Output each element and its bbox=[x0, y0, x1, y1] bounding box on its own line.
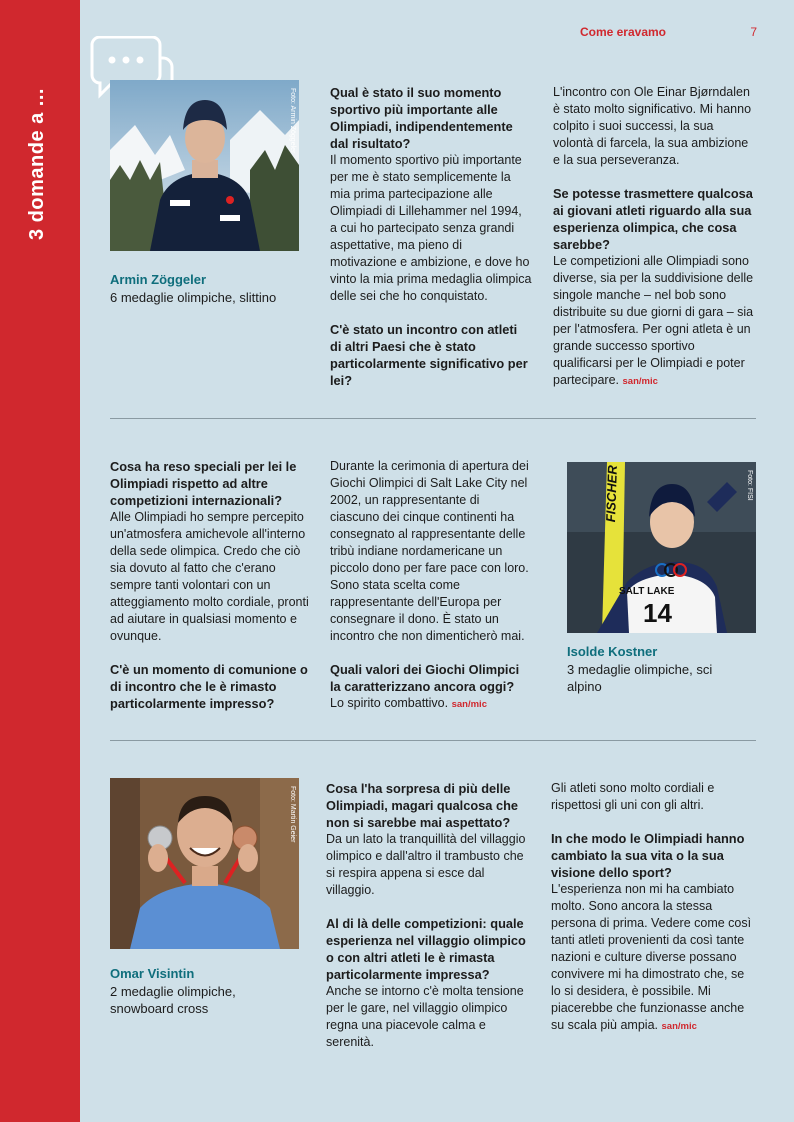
answer: Gli atleti sono molto cordiali e rispettosi gli uni con gli altri. bbox=[551, 781, 715, 812]
answer: L'incontro con Ole Einar Bjørndalen è stato molto significativo. Mi hanno colpito i suoi successi, la sua volontà di farcela, la sua ambizione e la sua perseveranza. bbox=[553, 85, 752, 167]
athlete-description: 2 medaglie olimpiche, snowboard cross bbox=[110, 984, 236, 1016]
bib-number: 14 bbox=[643, 598, 672, 628]
ski-brand: FISCHER bbox=[603, 464, 620, 523]
answer: Il momento sportivo più importante per me è stato semplicemente la mia prima partecipazione alle Olimpiadi di Lillehammer nel 1994, a cui ho partecipato senza grandi aspettative, ma pieno di motivazione e ambizione, e dove ho vinto la mia prima medaglia olimpica delle sei che ho conquistato. bbox=[330, 153, 532, 303]
photo-isolde-kostner bbox=[567, 462, 756, 633]
answer: Da un lato la tranquillità del villaggio olimpico e dall'altro il trambusto che si respira appena si esce dal villaggio. bbox=[326, 832, 526, 897]
text-column bbox=[326, 780, 533, 1051]
question: C'è un momento di comunione o di incontro che le è rimasto particolarmente impresso? bbox=[110, 662, 308, 711]
signature: san/mic bbox=[661, 1021, 697, 1032]
athlete-description: 6 medaglie olimpiche, slittino bbox=[110, 290, 277, 305]
signature: san/mic bbox=[451, 699, 487, 710]
signature: san/mic bbox=[622, 376, 658, 387]
text-column bbox=[330, 458, 532, 713]
answer: Anche se intorno c'è molta tensione per le gare, nel villaggio olimpico regna una piacevole calma e serenità. bbox=[326, 984, 524, 1049]
sidebar bbox=[0, 0, 80, 1122]
bib-text: SALT LAKE bbox=[619, 586, 675, 597]
photo-armin-zoggeler bbox=[110, 80, 299, 251]
text-column bbox=[110, 458, 310, 712]
text-column bbox=[551, 780, 757, 1035]
section-title: Come eravamo bbox=[579, 25, 666, 39]
page-number: 7 bbox=[750, 25, 757, 39]
question: Se potesse trasmettere qualcosa ai giovani atleti riguardo alla sua esperienza olimpica, che cosa sarebbe? bbox=[553, 186, 753, 252]
photo-credit: Foto: Armin Zöggeler bbox=[289, 88, 296, 154]
athlete-name: Isolde Kostner bbox=[567, 644, 658, 659]
question: Cosa l'ha sorpresa di più delle Olimpiadi, magari qualcosa che non si sarebbe mai aspettato? bbox=[326, 781, 519, 830]
text-column bbox=[330, 84, 532, 389]
sidebar-title: 3 domande a ... bbox=[26, 88, 48, 240]
question: Cosa ha reso speciali per lei le Olimpiadi rispetto ad altre competizioni internazionali? bbox=[110, 459, 297, 508]
athlete-description: 3 medaglie olimpiche, sci alpino bbox=[567, 662, 713, 694]
divider bbox=[110, 740, 756, 741]
answer: L'esperienza non mi ha cambiato molto. Sono ancora la stessa persona di prima. Vedere come così tanti atleti provenienti da così tante nazioni e culture diverse possano convivere mi ha dimostrato che, se lo si desidera, è possibile. Mi piacerebbe che funzionasse anche su scala più ampia. san/mic bbox=[551, 882, 752, 1032]
answer: Alle Olimpiadi ho sempre percepito un'atmosfera amichevole all'interno della sede olimpica. Credo che ciò sia dovuto al fatto che c'erano sempre tanti volontari con un atteggiamento molto cordiale, pronti ad aiutare in qualsiasi momento e ovunque. bbox=[110, 510, 309, 643]
athlete-name: Armin Zöggeler bbox=[110, 272, 207, 287]
photo-credit: Foto: Martin Geier bbox=[289, 786, 296, 843]
athlete-name: Omar Visintin bbox=[110, 966, 195, 981]
question: Al di là delle competizioni: quale esperienza nel villaggio olimpico o con altri atleti le è rimasta particolarmente impressa? bbox=[326, 916, 526, 982]
divider bbox=[110, 418, 756, 419]
answer: Lo spirito combattivo. san/mic bbox=[330, 696, 487, 710]
question: Qual è stato il suo momento sportivo più importante alle Olimpiadi, indipendentemente dal risultato? bbox=[330, 85, 513, 151]
question: C'è stato un incontro con atleti di altri Paesi che è stato particolarmente significativo per lei? bbox=[330, 322, 528, 388]
text-column bbox=[553, 84, 757, 390]
question: In che modo le Olimpiadi hanno cambiato la sua vita o la sua visione dello sport? bbox=[551, 831, 745, 880]
photo-omar-visintin bbox=[110, 778, 299, 949]
question: Quali valori dei Giochi Olimpici la caratterizzano ancora oggi? bbox=[330, 662, 520, 694]
answer: Durante la cerimonia di apertura dei Giochi Olimpici di Salt Lake City nel 2002, un rappresentante di ciascuno dei cinque continenti ha consegnato al rappresentante delle tribù indiane nordamericane un piccolo dono per fare pace con loro. Sono stata scelta come rappresentante dell'Europa per consegnare il dono. È stato un incontro che non dimenticherò mai. bbox=[330, 459, 529, 643]
photo-credit: Foto: FISI bbox=[746, 470, 753, 501]
answer: Le competizioni alle Olimpiadi sono diverse, sia per la suddivisione delle singole manche – nel bob sono distribuite su due giorni di gara – sia per l'atmosfera. Per ogni atleta è un grande successo sportivo qualificarsi per le Olimpiadi e poter partecipare. san/mic bbox=[553, 254, 754, 387]
